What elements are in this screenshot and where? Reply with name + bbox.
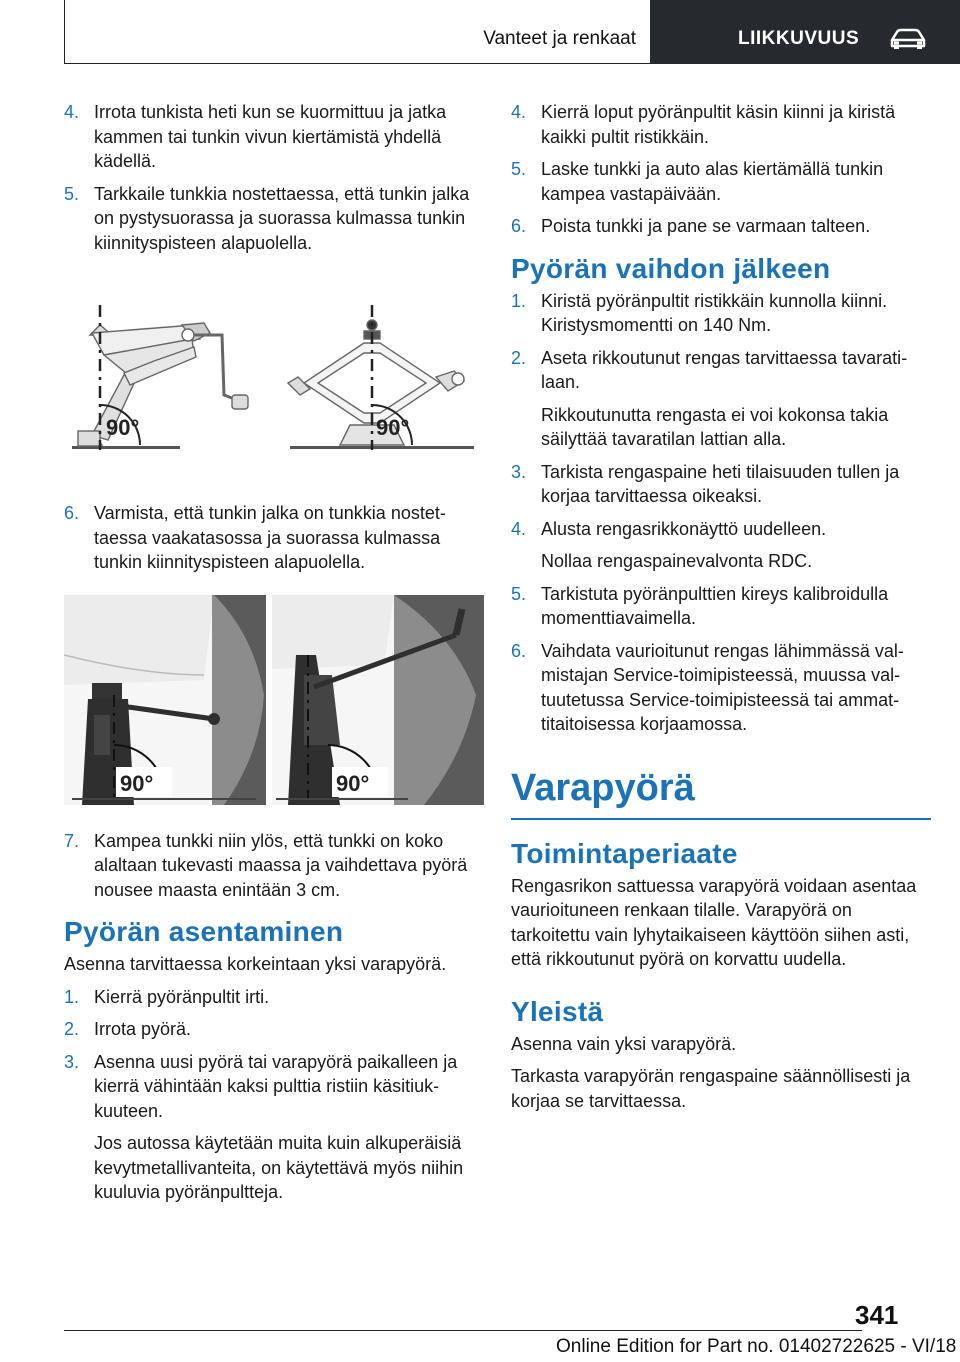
step-number: 7. xyxy=(64,830,80,851)
step-text: Vaihdata vaurioitunut rengas lähimmässä valmistajan Service-toimipisteessä, muussa valtuutetussa Service-toimipisteessä tai ammattitaitoisessa korjaamossa. xyxy=(541,640,904,734)
step-number: 6. xyxy=(64,503,80,523)
steps-list xyxy=(64,501,484,575)
footer-rule xyxy=(64,1330,862,1331)
step-text: Tarkistuta pyöränpulttien kireys kalibroidulla momenttiavaimella. xyxy=(541,583,889,628)
list-item xyxy=(511,517,931,574)
step-note: Nollaa rengaspainevalvonta RDC. xyxy=(541,551,813,571)
steps-list xyxy=(64,829,484,903)
step-number: 5. xyxy=(64,183,80,204)
list-item xyxy=(64,182,484,256)
list-item xyxy=(511,214,931,239)
section-heading: Yleistä xyxy=(511,995,604,1027)
right-column xyxy=(511,100,931,1121)
section-heading: Pyörän asentaminen xyxy=(64,916,344,947)
list-item xyxy=(511,460,931,509)
step-note: Jos autossa käytetään muita kuin alkuperäisiä kevytmetallivanteita, on käytettävä myös niihin kuuluvia pyöränpultteja. xyxy=(94,1133,464,1202)
step-text: Laske tunkki ja auto alas kiertämällä tunkin kampea vastapäivään. xyxy=(541,159,884,204)
step-number: 6. xyxy=(511,640,527,661)
step-text: Tarkista rengaspaine heti tilaisuuden tullen ja korjaa tarvittaessa oikeaksi. xyxy=(541,461,900,506)
section-heading: Toimintaperiaate xyxy=(511,837,738,869)
header-rule-bottom xyxy=(64,63,650,64)
step-text: Kampea tunkki niin ylös, että tunkki on koko alaltaan tukevasti maassa ja vaihdettava pyörä nousee maasta enintään 3 cm. xyxy=(94,830,468,900)
list-item xyxy=(511,582,931,631)
angle-label: 90° xyxy=(336,770,370,796)
step-text: Kiristä pyöränpultit ristikkäin kunnolla kiinni. Kiristysmomentti on 140 Nm. xyxy=(541,290,888,335)
list-item xyxy=(511,639,931,737)
angle-label: 90° xyxy=(376,415,410,440)
steps-list xyxy=(64,985,484,1205)
left-column xyxy=(64,100,484,1213)
list-item xyxy=(511,289,931,338)
list-item xyxy=(64,1017,484,1042)
list-item xyxy=(64,985,484,1010)
paragraph: Asenna tarvittaessa korkeintaan yksi varapyörä. xyxy=(64,954,447,974)
step-text: Kierrä loput pyöränpultit käsin kiinni ja kiristä kaikki pultit ristikkäin. xyxy=(541,102,896,147)
jack-diagram xyxy=(64,295,484,471)
angle-label: 90° xyxy=(120,770,154,796)
step-number: 4. xyxy=(64,102,80,122)
paragraph: Tarkasta varapyörän rengaspaine säännöllisesti ja korjaa se tarvittaessa. xyxy=(511,1066,911,1111)
jack-photo xyxy=(64,595,484,805)
jack-photo-svg xyxy=(64,595,484,805)
edition-note: Online Edition for Part no. 01402722625 - VI/18 xyxy=(556,1336,957,1357)
step-number: 2. xyxy=(64,1019,80,1039)
step-number: 3. xyxy=(64,1051,80,1072)
list-item xyxy=(64,100,484,174)
step-text: Irrota tunkista heti kun se kuormittuu ja jatka kammen tai tunkin vivun kiertämistä yhdellä kädellä. xyxy=(94,102,447,171)
list-item xyxy=(64,501,484,575)
step-number: 4. xyxy=(511,518,527,539)
paragraph: Rengasrikon sattuessa varapyörä voidaan asentaa vaurioituneen renkaan tilalle. Varapyörä on tarkoitettu vain lyhytaikaiseen käyttöön siihen asti, että rikkoutunut pyörä on korvattu uudella. xyxy=(511,875,917,969)
page-number: 341 xyxy=(855,1300,899,1330)
steps-list xyxy=(511,289,931,737)
heading-rule xyxy=(511,818,931,820)
step-text: Varmista, että tunkin jalka on tunkkia nostettaessa vaakatasossa ja suorassa kulmassa tunkin kiinnityspisteen alapuolella. xyxy=(94,503,446,572)
step-number: 5. xyxy=(511,159,527,179)
step-text: Aseta rikkoutunut rengas tarvittaessa tavaratilaan. xyxy=(541,347,908,392)
step-text: Irrota pyörä. xyxy=(94,1019,192,1039)
paragraph: Asenna vain yksi varapyörä. xyxy=(511,1033,737,1054)
section-title: Vanteet ja renkaat xyxy=(483,28,636,49)
step-number: 4. xyxy=(511,102,527,122)
list-item xyxy=(64,1050,484,1205)
step-text: Alusta rengasrikkonäyttö uudelleen. xyxy=(541,518,827,539)
steps-list xyxy=(511,100,931,239)
car-icon xyxy=(888,26,928,50)
step-text: Asenna uusi pyörä tai varapyörä paikalleen ja kierrä vähintään kaksi pulttia ristiin käsitiukkuuteen. xyxy=(94,1051,458,1121)
page-header xyxy=(0,0,960,66)
list-item xyxy=(64,829,484,903)
angle-label: 90° xyxy=(106,415,140,440)
step-text: Kierrä pyöränpultit irti. xyxy=(94,986,270,1007)
step-number: 6. xyxy=(511,216,527,236)
step-text: Tarkkaile tunkkia nostettaessa, että tunkin jalka on pystysuorassa ja suorassa kulmassa tunkin kiinnityspisteen alapuolella. xyxy=(94,183,470,253)
step-number: 2. xyxy=(511,347,527,368)
chapter-heading: Varapyörä xyxy=(511,766,695,809)
list-item xyxy=(511,157,931,206)
jack-diagram-svg xyxy=(64,295,484,471)
step-number: 1. xyxy=(511,290,527,311)
list-item xyxy=(511,346,931,452)
step-text: Poista tunkki ja pane se varmaan talteen. xyxy=(541,216,871,236)
step-note: Rikkoutunutta rengasta ei voi kokonsa takia säilyttää tavaratilan lattian alla. xyxy=(541,404,889,449)
header-rule-left xyxy=(64,0,65,64)
steps-list xyxy=(64,100,484,255)
step-number: 5. xyxy=(511,583,527,604)
chapter-tab xyxy=(650,0,960,64)
step-number: 3. xyxy=(511,461,527,482)
step-number: 1. xyxy=(64,986,80,1007)
chapter-label: LIIKKUVUUS xyxy=(738,28,860,49)
list-item xyxy=(511,100,931,149)
section-heading: Pyörän vaihdon jälkeen xyxy=(511,252,831,284)
